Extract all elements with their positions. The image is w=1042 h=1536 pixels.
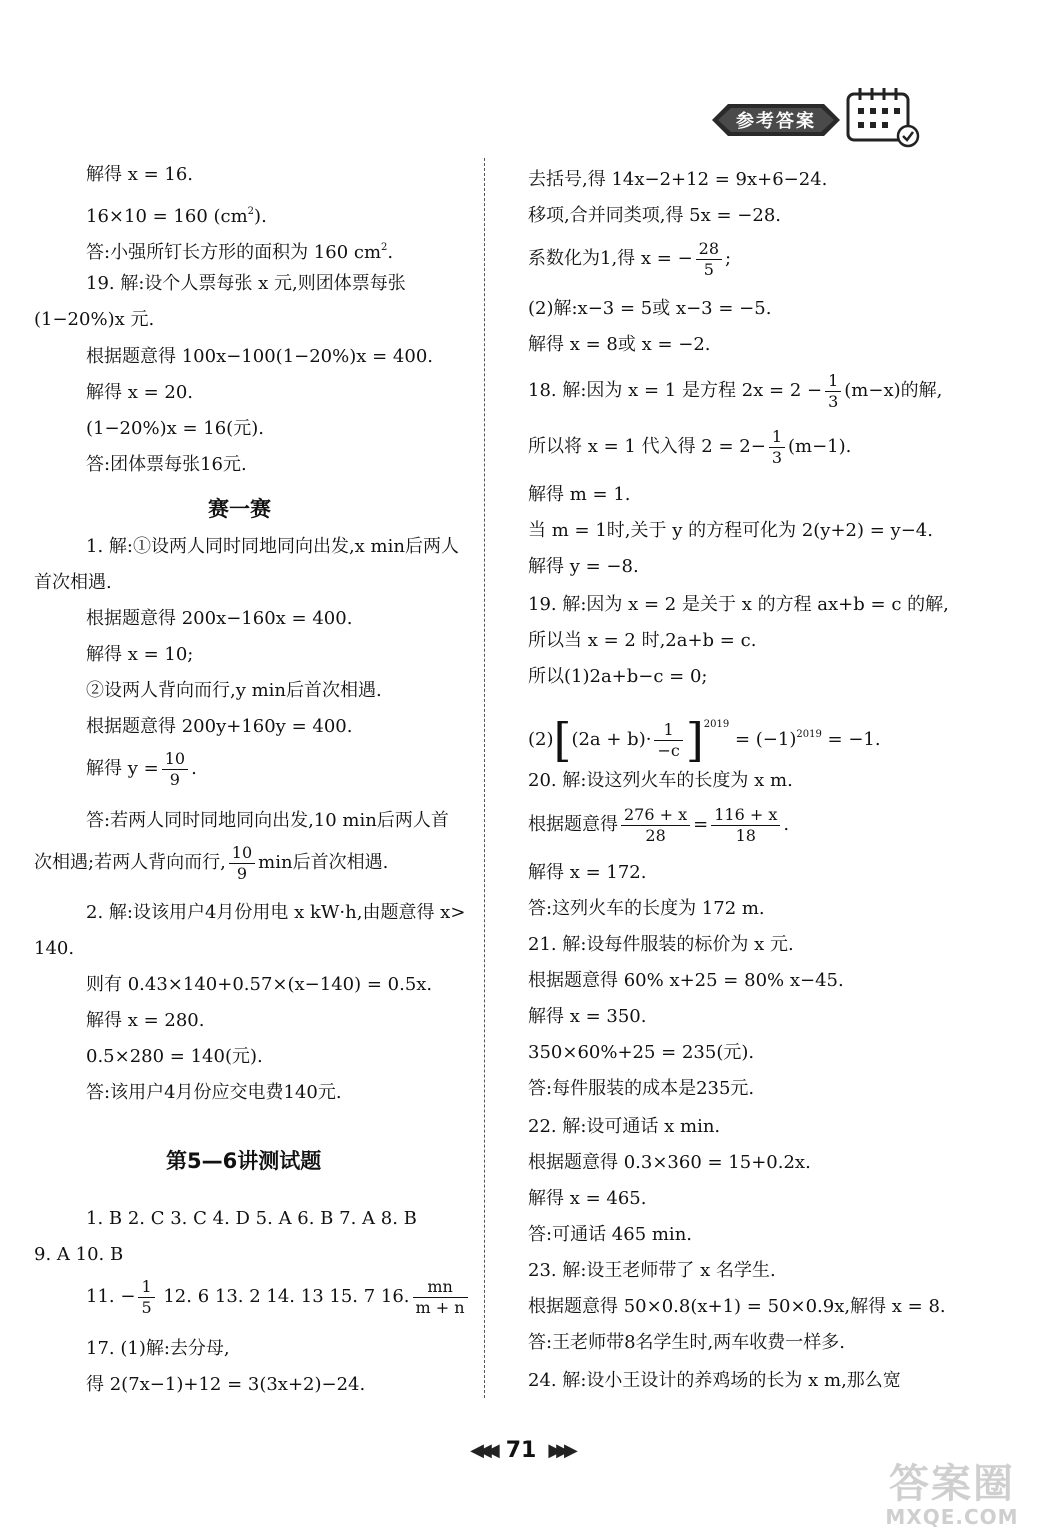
- text-line: (2)[(2a + b)· $\frac{1}{-c}$ ]$^{2019} = (-1)^{2019} = -1$.: [528, 713, 881, 767]
- fraction: $\frac{276 + x}{28}$: [621, 805, 690, 846]
- page-number: 71: [505, 1438, 537, 1463]
- fraction: $\frac{10}{9}$: [229, 843, 255, 884]
- text-line: 22. 解:设可通话 x min.: [528, 1116, 721, 1137]
- text-line: 解得 x = 16.: [86, 164, 194, 185]
- section-title: 第5—6讲测试题: [166, 1149, 322, 1173]
- text-line: 解得 x = 172.: [528, 862, 647, 883]
- fraction: $\frac{1}{-c}$: [654, 720, 682, 761]
- text-line: 1. 解:①设两人同时同地同向出发,x min后两人: [86, 536, 459, 557]
- site-watermark-logo: 答案圈 MXQE.COM: [885, 1461, 1019, 1529]
- text-line: 答:小强所钉长方形的面积为 160 $cm^2$.: [86, 242, 394, 263]
- fraction: $\frac{28}{5}$: [696, 239, 722, 280]
- text-line: 当 m = 1时,关于 y 的方程可化为 2(y+2) = y−4.: [528, 520, 933, 541]
- text-line: (1−20%)x = 16(元).: [86, 418, 264, 439]
- answer-list: 1. B 2. C 3. C 4. D 5. A 6. B 7. A 8. B: [86, 1208, 417, 1229]
- text-line: 350×60%+25 = 235(元).: [528, 1042, 755, 1063]
- text-line: 根据题意得 60% x+25 = 80% x−45.: [528, 970, 844, 991]
- text-line: (1−20%)x 元.: [34, 309, 155, 330]
- text-line: 19. 解:设个人票每张 x 元,则团体票每张: [86, 273, 406, 294]
- text-line: 2. 解:设该用户4月份用电 x kW·h,由题意得 x>: [86, 902, 466, 923]
- text-line: 答:团体票每张16元.: [86, 454, 247, 475]
- text-line: 则有 0.43×140+0.57×(x−140) = 0.5x.: [86, 974, 433, 995]
- column-divider: [484, 158, 485, 1398]
- calendar-check-icon: [846, 86, 922, 148]
- fraction: $\frac{1}{3}$: [825, 371, 841, 412]
- text-line: (2)解:x−3 = 5或 x−3 = −5.: [528, 298, 772, 319]
- fraction: $\frac{1}{5}$: [138, 1277, 154, 1318]
- text-line: 24. 解:设小王设计的养鸡场的长为 x m,那么宽: [528, 1370, 901, 1391]
- text-line: 140.: [34, 938, 75, 959]
- text-line: 19. 解:因为 x = 2 是关于 x 的方程 ax+b = c 的解,: [528, 594, 949, 615]
- text-line: 系数化为1,得 x = − $\frac{28}{5}$ ;: [528, 238, 732, 279]
- text-line: 18. 解:因为 x = 1 是方程 2x = 2 − $\frac{1}{3}$ (m−x)的解,: [528, 370, 943, 411]
- text-line: 根据题意得 50×0.8(x+1) = 50×0.9x,解得 x = 8.: [528, 1296, 946, 1317]
- text-line: 解得 x = 280.: [86, 1010, 205, 1031]
- next-arrows-icon: ▶▶▶: [548, 1440, 572, 1461]
- answer-key-label: 参考答案: [736, 111, 816, 132]
- text-line: 去括号,得 14x−2+12 = 9x+6−24.: [528, 169, 828, 190]
- answer-list: 9. A 10. B: [34, 1244, 124, 1265]
- text-line: 解得 x = 10;: [86, 644, 194, 665]
- text-line: 答:可通话 465 min.: [528, 1224, 693, 1245]
- text-line: 解得 y = $\frac{10}{9}$ .: [86, 748, 197, 789]
- text-line: 首次相遇.: [34, 572, 112, 593]
- text-line: 解得 y = −8.: [528, 556, 639, 577]
- text-line: 根据题意得 $\frac{276 + x}{28}$ = $\frac{116 + x}{18}$ .: [528, 804, 790, 845]
- text-line: 次相遇;若两人背向而行, $\frac{10}{9}$ min后首次相遇.: [34, 842, 389, 883]
- text-line: ②设两人背向而行,y min后首次相遇.: [86, 680, 382, 701]
- text-line: 根据题意得 100x−100(1−20%)x = 400.: [86, 346, 434, 367]
- prev-arrows-icon: ◀◀◀: [470, 1440, 494, 1461]
- text-line: 答:王老师带8名学生时,两车收费一样多.: [528, 1332, 845, 1353]
- text-line: 得 2(7x−1)+12 = 3(3x+2)−24.: [86, 1374, 366, 1395]
- text-line: 解得 m = 1.: [528, 484, 631, 505]
- fraction: $\frac{1}{3}$: [769, 427, 785, 468]
- text-line: 16×10 = 160 $(cm^2)$.: [86, 206, 267, 227]
- text-line: 所以将 x = 1 代入得 2 = 2− $\frac{1}{3}$ (m−1).: [528, 426, 852, 467]
- page-footer: [0, 1438, 1042, 1463]
- text-line: 移项,合并同类项,得 5x = −28.: [528, 205, 782, 226]
- answer-key-badge: [712, 100, 840, 140]
- text-line: 答:每件服装的成本是235元.: [528, 1078, 755, 1099]
- answer-list: 11. − $\frac{1}{5}$ 12. 6 13. 2 14. 13 15. 7 16. $\frac{mn}{m + n}$: [86, 1275, 471, 1319]
- text-line: 20. 解:设这列火车的长度为 x m.: [528, 770, 793, 791]
- fraction: $\frac{mn}{m + n}$: [413, 1277, 468, 1318]
- text-line: 根据题意得 200x−160x = 400.: [86, 608, 353, 629]
- text-line: 答:该用户4月份应交电费140元.: [86, 1082, 342, 1103]
- text-line: 解得 x = 465.: [528, 1188, 647, 1209]
- text-line: 21. 解:设每件服装的标价为 x 元.: [528, 934, 794, 955]
- text-line: 17. (1)解:去分母,: [86, 1338, 230, 1359]
- text-line: 答:若两人同时同地同向出发,10 min后两人首: [86, 810, 449, 831]
- text-line: 所以当 x = 2 时,2a+b = c.: [528, 630, 757, 651]
- text-line: 答:这列火车的长度为 172 m.: [528, 898, 765, 919]
- section-title: 赛一赛: [208, 497, 271, 521]
- text-line: 解得 x = 350.: [528, 1006, 647, 1027]
- text-line: 23. 解:设王老师带了 x 名学生.: [528, 1260, 776, 1281]
- text-line: 根据题意得 0.3×360 = 15+0.2x.: [528, 1152, 811, 1173]
- text-line: 所以(1)2a+b−c = 0;: [528, 666, 708, 687]
- text-line: 解得 x = 8或 x = −2.: [528, 334, 711, 355]
- fraction: $\frac{116 + x}{18}$: [711, 805, 780, 846]
- text-line: 解得 x = 20.: [86, 382, 194, 403]
- text-line: 0.5×280 = 140(元).: [86, 1046, 263, 1067]
- fraction: $\frac{10}{9}$: [162, 749, 188, 790]
- text-line: 根据题意得 200y+160y = 400.: [86, 716, 353, 737]
